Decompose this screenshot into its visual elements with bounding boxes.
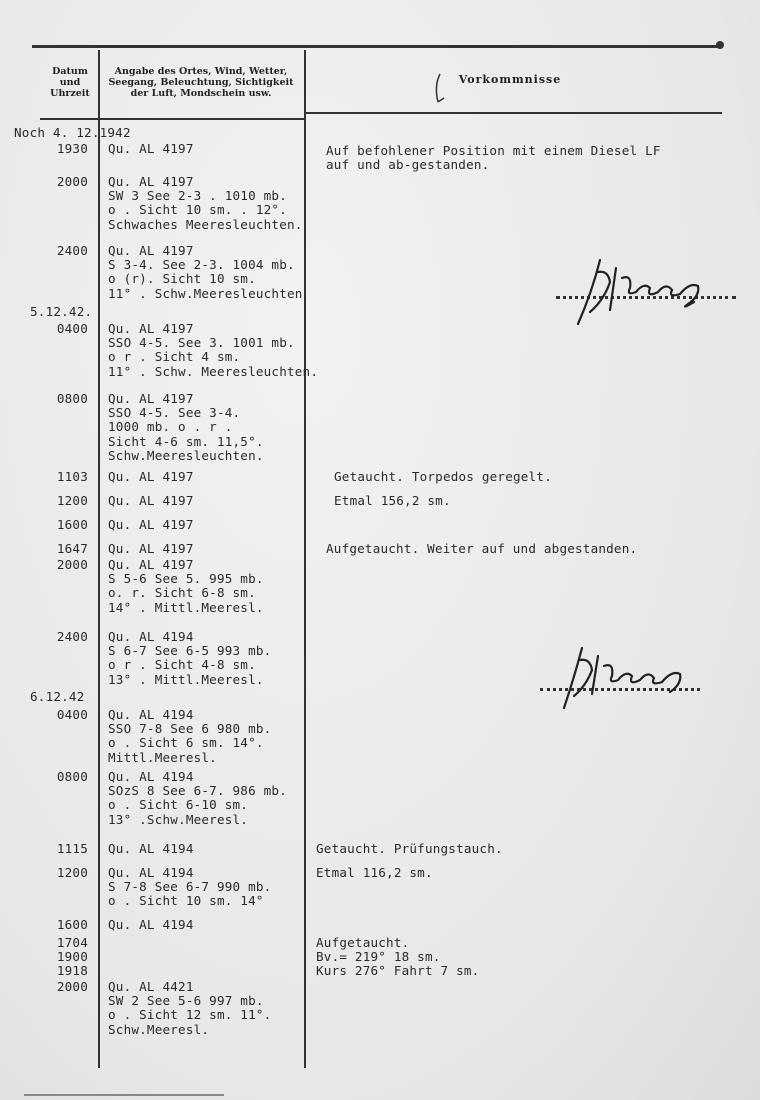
entry-location-line: Qu. AL 4197: [108, 493, 194, 508]
entry-location-line: Schw.Meeresleuchten.: [108, 447, 264, 463]
header-loc-l3: der Luft, Mondschein usw.: [130, 88, 272, 99]
entry-event-line: Aufgetaucht. Weiter auf und abgestanden.: [326, 541, 638, 556]
entry-time: 1600: [56, 517, 88, 532]
entry-location-line: SW 3 See 2-3 . 1010 mb.: [108, 188, 287, 204]
entry-location-line: SOzS 8 See 6-7. 986 mb.: [108, 783, 287, 799]
entry-location-line: o . Sicht 6 sm. 14°.: [108, 735, 264, 751]
entry-event-line: Auf befohlener Position mit einem Diesel LF: [326, 143, 661, 158]
date-marker-3: 6.12.42: [30, 689, 85, 704]
entry-event-line: Bv.= 219° 18 sm.: [316, 949, 441, 964]
entry-location-line: 11° . Schw. Meeresleuchten.: [108, 363, 319, 379]
entry-event-line: auf und ab-gestanden.: [326, 157, 490, 173]
entry-location-line: SW 2 See 5-6 997 mb.: [108, 993, 264, 1009]
entry-location-line: 13° .Schw.Meeresl.: [108, 811, 249, 827]
header-loc-l2: Seegang, Beleuchtung, Sichtigkeit: [108, 77, 294, 88]
entry-location-line: Qu. AL 4194: [108, 865, 194, 880]
entry-time: 1704: [56, 935, 88, 950]
entry-location-line: Qu. AL 4194: [108, 629, 194, 644]
entry-time: 1918: [56, 963, 88, 978]
entry-location-line: Qu. AL 4194: [108, 707, 194, 722]
entry-time: 2000: [56, 979, 88, 994]
entry-time: 1103: [56, 469, 88, 484]
header-date-l3: Uhrzeit: [50, 88, 90, 99]
entry-event-line: Etmal 156,2 sm.: [334, 493, 451, 508]
entry-time: 1900: [56, 949, 88, 964]
header-loc-l1: Angabe des Ortes, Wind, Wetter,: [114, 66, 288, 77]
entry-location-line: Sicht 4-6 sm. 11,5°.: [108, 433, 264, 449]
header-date-time: [42, 66, 98, 99]
entry-time: 2000: [56, 557, 88, 572]
signature-1: [570, 252, 720, 332]
entry-location-line: SSO 4-5. See 3. 1001 mb.: [108, 335, 295, 351]
entry-location-line: S 7-8 See 6-7 990 mb.: [108, 879, 272, 895]
entry-event-line: Etmal 116,2 sm.: [316, 865, 433, 880]
entry-location-line: Mittl.Meeresl.: [108, 749, 217, 765]
entry-location-line: Qu. AL 4194: [108, 841, 194, 856]
entry-time: 1115: [56, 841, 88, 856]
header-location-weather: [100, 66, 302, 99]
entry-location-line: SSO 4-5. See 3-4.: [108, 405, 241, 421]
entry-location-line: Qu. AL 4197: [108, 517, 194, 532]
entry-time: 1200: [56, 865, 88, 880]
entry-event-line: Kurs 276° Fahrt 7 sm.: [316, 963, 480, 978]
entry-location-line: o. r. Sicht 6-8 sm.: [108, 585, 256, 601]
header-date-l1: Datum: [52, 66, 88, 77]
top-rule-dot: [716, 41, 724, 49]
entry-time: 1930: [56, 141, 88, 156]
entry-location-line: 1000 mb. o . r .: [108, 419, 233, 435]
header-rule-left: [40, 118, 304, 120]
entry-time: 0800: [56, 391, 88, 406]
entry-location-line: 13° . Mittl.Meeresl.: [108, 671, 264, 687]
entry-location-line: Schw.Meeresl.: [108, 1021, 210, 1037]
entry-location-line: 14° . Mittl.Meeresl.: [108, 599, 264, 615]
entry-location-line: o . Sicht 10 sm. . 12°.: [108, 202, 287, 218]
entry-location-line: Qu. AL 4197: [108, 557, 194, 572]
header-date-l2: und: [59, 77, 81, 88]
entry-location-line: Qu. AL 4197: [108, 541, 194, 556]
entry-time: 1647: [56, 541, 88, 556]
entry-time: 1200: [56, 493, 88, 508]
entry-time: 2400: [56, 629, 88, 644]
entry-location-line: S 3-4. See 2-3. 1004 mb.: [108, 257, 295, 273]
date-marker-1: Noch 4. 12.1942: [14, 125, 131, 140]
entry-location-line: SSO 7-8 See 6 980 mb.: [108, 721, 272, 737]
signature-2: [556, 642, 696, 714]
entry-time: 1600: [56, 917, 88, 932]
entry-location-line: Schwaches Meeresleuchten.: [108, 216, 303, 232]
column-rule-1: [98, 50, 100, 1068]
entry-location-line: 11° . Schw.Meeresleuchten: [108, 285, 303, 301]
entry-location-line: S 6-7 See 6-5 993 mb.: [108, 643, 272, 659]
top-rule: [32, 45, 722, 48]
entry-location-line: o . Sicht 10 sm. 14°: [108, 893, 264, 909]
entry-location-line: Qu. AL 4197: [108, 141, 194, 156]
entry-location-line: Qu. AL 4197: [108, 174, 194, 189]
entry-time: 0400: [56, 321, 88, 336]
entry-event-line: Aufgetaucht.: [316, 935, 410, 950]
entry-location-line: S 5-6 See 5. 995 mb.: [108, 571, 264, 587]
entry-location-line: o . Sicht 6-10 sm.: [108, 797, 249, 813]
bottom-fragment: [24, 1094, 224, 1096]
entry-location-line: Qu. AL 4194: [108, 769, 194, 784]
entry-location-line: Qu. AL 4197: [108, 391, 194, 406]
entry-location-line: o r . Sicht 4-8 sm.: [108, 657, 256, 673]
entry-location-line: o (r). Sicht 10 sm.: [108, 271, 256, 287]
entry-time: 2000: [56, 174, 88, 189]
entry-location-line: Qu. AL 4197: [108, 321, 194, 336]
date-marker-2: 5.12.42.: [30, 304, 93, 319]
entry-location-line: Qu. AL 4421: [108, 979, 194, 994]
header-rule-right: [306, 112, 722, 114]
entry-time: 2400: [56, 243, 88, 258]
entry-time: 0400: [56, 707, 88, 722]
entry-location-line: o r . Sicht 4 sm.: [108, 349, 241, 365]
header-pen-mark: [430, 72, 450, 106]
entry-location-line: Qu. AL 4197: [108, 469, 194, 484]
column-rule-2: [304, 50, 306, 1068]
header-events: Vorkommnisse: [458, 73, 562, 86]
entry-event-line: Getaucht. Prüfungstauch.: [316, 841, 503, 856]
entry-location-line: o . Sicht 12 sm. 11°.: [108, 1007, 272, 1023]
entry-location-line: Qu. AL 4197: [108, 243, 194, 258]
entry-event-line: Getaucht. Torpedos geregelt.: [334, 469, 552, 484]
entry-location-line: Qu. AL 4194: [108, 917, 194, 932]
entry-time: 0800: [56, 769, 88, 784]
